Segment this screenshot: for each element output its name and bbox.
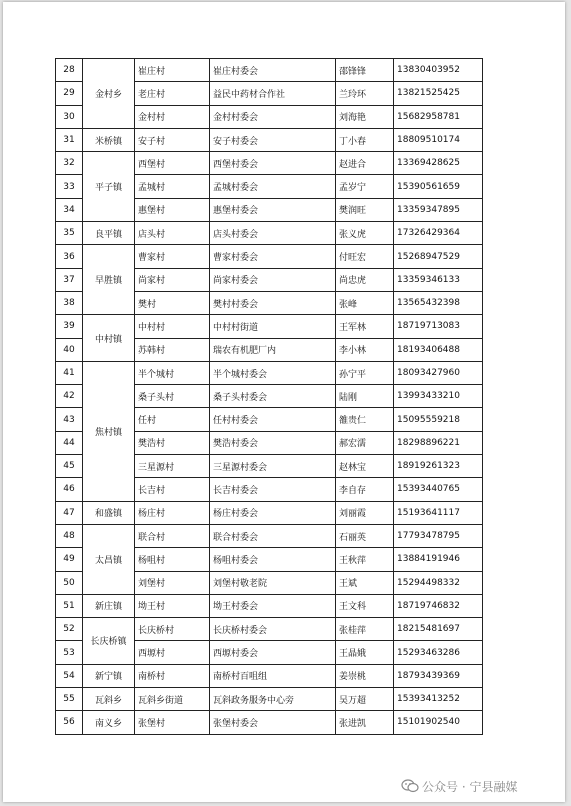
contact-name-cell: 赵林宝 [336,455,394,478]
address-cell: 崔庄村委会 [210,59,336,82]
table-row [56,59,483,82]
row-number-cell: 53 [56,641,83,664]
address-cell: 南桥村百咀组 [210,664,336,687]
village-cell: 南桥村 [135,664,210,687]
row-number-cell: 42 [56,385,83,408]
village-cell: 杨咀村 [135,548,210,571]
contact-name-cell: 樊润旺 [336,198,394,221]
table-row [56,501,483,524]
phone-cell: 13993433210 [394,385,483,408]
town-cell: 新宁镇 [83,664,135,687]
village-cell: 张堡村 [135,711,210,734]
phone-cell: 13821525425 [394,82,483,105]
contact-name-cell: 石丽英 [336,524,394,547]
contact-name-cell: 李小林 [336,338,394,361]
phone-cell: 13830403952 [394,59,483,82]
phone-cell: 15101902540 [394,711,483,734]
village-cell: 长庆桥村 [135,618,210,641]
row-number-cell: 56 [56,711,83,734]
wechat-icon [401,779,419,793]
phone-cell: 15393413252 [394,688,483,711]
contact-name-cell: 兰玲环 [336,82,394,105]
contact-name-cell: 赵进合 [336,152,394,175]
contact-name-cell: 王斌 [336,571,394,594]
address-cell: 金村村委会 [210,105,336,128]
contact-name-cell: 王文科 [336,594,394,617]
row-number-cell: 55 [56,688,83,711]
village-cell: 尚家村 [135,268,210,291]
village-cell: 老庄村 [135,82,210,105]
phone-cell: 18719746832 [394,594,483,617]
phone-cell: 18298896221 [394,431,483,454]
contact-name-cell: 吴万超 [336,688,394,711]
phone-cell: 18193406488 [394,338,483,361]
town-cell: 米桥镇 [83,128,135,151]
contact-table [55,58,483,735]
phone-cell: 15268947529 [394,245,483,268]
address-cell: 益民中药材合作社 [210,82,336,105]
contact-name-cell: 张义虎 [336,222,394,245]
address-cell: 中村村街道 [210,315,336,338]
phone-cell: 15393440765 [394,478,483,501]
row-number-cell: 45 [56,455,83,478]
phone-cell: 13884191946 [394,548,483,571]
village-cell: 联合村 [135,524,210,547]
contact-name-cell: 孟岁宁 [336,175,394,198]
town-cell: 太昌镇 [83,524,135,594]
address-cell: 长庆桥村委会 [210,618,336,641]
phone-cell: 18093427960 [394,361,483,384]
village-cell: 孟城村 [135,175,210,198]
town-cell: 中村镇 [83,315,135,362]
row-number-cell: 33 [56,175,83,198]
watermark-text: 公众号 · 宁县融媒 [422,779,518,794]
row-number-cell: 34 [56,198,83,221]
contact-name-cell: 王秋萍 [336,548,394,571]
contact-name-cell: 雒贵仁 [336,408,394,431]
table-row [56,245,483,268]
address-cell: 西塬村委会 [210,641,336,664]
town-cell: 长庆桥镇 [83,618,135,665]
table-row [56,594,483,617]
row-number-cell: 43 [56,408,83,431]
contact-name-cell: 陆刚 [336,385,394,408]
phone-cell: 18215481697 [394,618,483,641]
village-cell: 苏韩村 [135,338,210,361]
village-cell: 桑子头村 [135,385,210,408]
village-cell: 任村 [135,408,210,431]
row-number-cell: 48 [56,524,83,547]
row-number-cell: 28 [56,59,83,82]
contact-name-cell: 王军林 [336,315,394,338]
village-cell: 西塬村 [135,641,210,664]
phone-cell: 15294498332 [394,571,483,594]
address-cell: 瓦斜政务服务中心旁 [210,688,336,711]
table-row [56,222,483,245]
table-row [56,524,483,547]
village-cell: 惠堡村 [135,198,210,221]
phone-cell: 13565432398 [394,291,483,314]
phone-cell: 15095559218 [394,408,483,431]
phone-cell: 18809510174 [394,128,483,151]
phone-cell: 18919261323 [394,455,483,478]
row-number-cell: 52 [56,618,83,641]
town-cell: 金村乡 [83,59,135,129]
contact-name-cell: 尚忠虎 [336,268,394,291]
contact-name-cell: 张桂萍 [336,618,394,641]
village-cell: 半个城村 [135,361,210,384]
contact-name-cell: 丁小春 [336,128,394,151]
address-cell: 刘堡村敬老院 [210,571,336,594]
town-cell: 南义乡 [83,711,135,734]
table-row [56,361,483,384]
village-cell: 西堡村 [135,152,210,175]
town-cell: 新庄镇 [83,594,135,617]
row-number-cell: 31 [56,128,83,151]
row-number-cell: 41 [56,361,83,384]
village-cell: 长吉村 [135,478,210,501]
village-cell: 崔庄村 [135,59,210,82]
row-number-cell: 54 [56,664,83,687]
contact-name-cell: 张进凯 [336,711,394,734]
phone-cell: 18719713083 [394,315,483,338]
address-cell: 坳王村委会 [210,594,336,617]
village-cell: 安子村 [135,128,210,151]
address-cell: 瑞农有机肥厂内 [210,338,336,361]
table-row [56,664,483,687]
town-cell: 平子镇 [83,152,135,222]
phone-cell: 13359346133 [394,268,483,291]
row-number-cell: 32 [56,152,83,175]
contact-name-cell: 刘丽霞 [336,501,394,524]
address-cell: 樊浩村委会 [210,431,336,454]
address-cell: 惠堡村委会 [210,198,336,221]
row-number-cell: 36 [56,245,83,268]
row-number-cell: 37 [56,268,83,291]
table-body [56,59,483,735]
row-number-cell: 39 [56,315,83,338]
phone-cell: 15193641117 [394,501,483,524]
row-number-cell: 29 [56,82,83,105]
address-cell: 曹家村委会 [210,245,336,268]
phone-cell: 13369428625 [394,152,483,175]
row-number-cell: 50 [56,571,83,594]
contact-name-cell: 刘海艳 [336,105,394,128]
address-cell: 尚家村委会 [210,268,336,291]
contact-name-cell: 郝宏濡 [336,431,394,454]
row-number-cell: 30 [56,105,83,128]
table-row [56,618,483,641]
contact-name-cell: 张峰 [336,291,394,314]
address-cell: 孟城村委会 [210,175,336,198]
address-cell: 长吉村委会 [210,478,336,501]
watermark [401,776,517,796]
village-cell: 刘堡村 [135,571,210,594]
contact-name-cell: 李自存 [336,478,394,501]
phone-cell: 15293463286 [394,641,483,664]
row-number-cell: 51 [56,594,83,617]
address-cell: 杨咀村委会 [210,548,336,571]
table-row [56,128,483,151]
address-cell: 西堡村委会 [210,152,336,175]
address-cell: 店头村委会 [210,222,336,245]
contact-name-cell: 邵锋锋 [336,59,394,82]
town-cell: 瓦斜乡 [83,688,135,711]
village-cell: 三星源村 [135,455,210,478]
phone-cell: 13359347895 [394,198,483,221]
table-row [56,688,483,711]
row-number-cell: 44 [56,431,83,454]
contact-name-cell: 王晶娥 [336,641,394,664]
contact-name-cell: 姜崇桃 [336,664,394,687]
row-number-cell: 35 [56,222,83,245]
table-row [56,711,483,734]
address-cell: 张堡村委会 [210,711,336,734]
table-row [56,152,483,175]
table-row [56,315,483,338]
village-cell: 樊浩村 [135,431,210,454]
row-number-cell: 46 [56,478,83,501]
address-cell: 桑子头村委会 [210,385,336,408]
contact-name-cell: 孙宁平 [336,361,394,384]
town-cell: 良平镇 [83,222,135,245]
town-cell: 和盛镇 [83,501,135,524]
address-cell: 联合村委会 [210,524,336,547]
address-cell: 任村村委会 [210,408,336,431]
row-number-cell: 40 [56,338,83,361]
address-cell: 樊村村委会 [210,291,336,314]
address-cell: 半个城村委会 [210,361,336,384]
village-cell: 杨庄村 [135,501,210,524]
village-cell: 樊村 [135,291,210,314]
row-number-cell: 47 [56,501,83,524]
village-cell: 坳王村 [135,594,210,617]
address-cell: 安子村委会 [210,128,336,151]
village-cell: 金村村 [135,105,210,128]
village-cell: 中村村 [135,315,210,338]
address-cell: 三星源村委会 [210,455,336,478]
row-number-cell: 38 [56,291,83,314]
town-cell: 早胜镇 [83,245,135,315]
town-cell: 焦村镇 [83,361,135,501]
phone-cell: 15390561659 [394,175,483,198]
village-cell: 店头村 [135,222,210,245]
phone-cell: 18793439369 [394,664,483,687]
village-cell: 瓦斜乡街道 [135,688,210,711]
phone-cell: 15682958781 [394,105,483,128]
village-cell: 曹家村 [135,245,210,268]
row-number-cell: 49 [56,548,83,571]
contact-name-cell: 付旺宏 [336,245,394,268]
phone-cell: 17326429364 [394,222,483,245]
document-page [3,2,565,802]
phone-cell: 17793478795 [394,524,483,547]
address-cell: 杨庄村委会 [210,501,336,524]
